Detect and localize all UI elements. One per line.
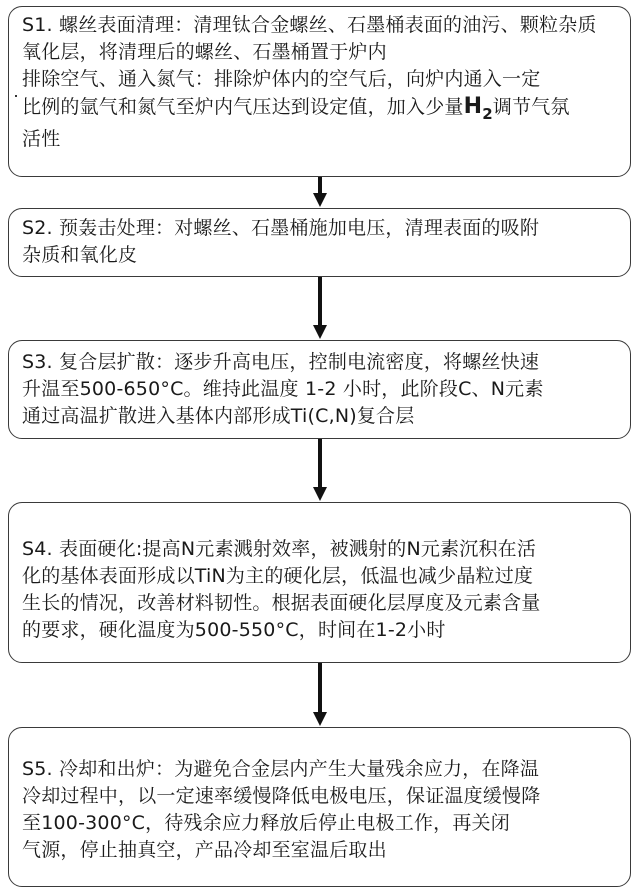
arrow-s3-to-s4 [318, 439, 322, 489]
h2-subscript: 2 [482, 105, 493, 123]
step-s5-line-1: S5. 冷却和出炉：为避免合金层内产生大量残余应力，在降温 [22, 758, 540, 780]
step-s1-line-3: 排除空气、通入氮气：排除炉体内的空气后，向炉内通入一定 [22, 68, 541, 90]
step-s5-line-4: 气源，停止抽真空，产品冷却至室温后取出 [22, 839, 387, 861]
step-s4-line-2: 化的基体表面形成以TiN为主的硬化层，低温也减少晶粒过度 [22, 565, 534, 587]
step-s5-box [8, 727, 631, 887]
step-s2-box [8, 208, 631, 277]
step-s4-line-3: 生长的情况，改善材料韧性。根据表面硬化层厚度及元素含量 [22, 592, 541, 614]
step-s1-line-5: 活性 [22, 128, 61, 150]
step-s2-line-1: S2. 预轰击处理：对螺丝、石墨桶施加电压，清理表面的吸附 [22, 217, 540, 239]
step-s3-box [8, 340, 631, 439]
h2-symbol: H [463, 94, 483, 119]
step-s4-line-1: S4. 表面硬化:提高N元素溅射效率，被溅射的N元素沉积在活 [22, 538, 537, 560]
step-s1-line-4 [22, 93, 626, 128]
arrow-s2-to-s3 [318, 277, 322, 327]
stray-dot [15, 95, 17, 97]
step-s1-box [8, 6, 631, 177]
step-s1-line-4-tail: 调节气氛 [492, 96, 570, 118]
h2-formula [463, 94, 493, 123]
step-s3-line-1: S3. 复合层扩散：逐步升高电压，控制电流密度，将螺丝快速 [22, 351, 540, 373]
step-s5-line-3: 至100-300°C，待残余应力释放后停止电极工作，再关闭 [22, 812, 510, 834]
step-s3-line-2: 升温至500-650°C。维持此温度 1-2 小时，此阶段C、N元素 [22, 378, 544, 400]
step-s4-line-4: 的要求，硬化温度为500-550°C，时间在1-2小时 [22, 619, 446, 641]
step-s2-line-2: 杂质和氧化皮 [22, 244, 138, 266]
arrow-s4-to-s5 [318, 663, 322, 714]
step-s1-line-2: 氧化层，将清理后的螺丝、石墨桶置于炉内 [22, 41, 387, 63]
step-s1-line-4-text: 比例的氩气和氮气至炉内气压达到设定值，加入少量 [22, 96, 464, 118]
step-s5-line-2: 冷却过程中，以一定速率缓慢降低电极电压，保证温度缓慢降 [22, 785, 541, 807]
arrow-s1-to-s2 [318, 177, 322, 195]
step-s1-line-1: S1. 螺丝表面清理：清理钛合金螺丝、石墨桶表面的油污、颗粒杂质 [22, 14, 597, 36]
step-s4-box [8, 502, 631, 663]
step-s3-line-3: 通过高温扩散进入基体内部形成Ti(C,N)复合层 [22, 405, 415, 427]
